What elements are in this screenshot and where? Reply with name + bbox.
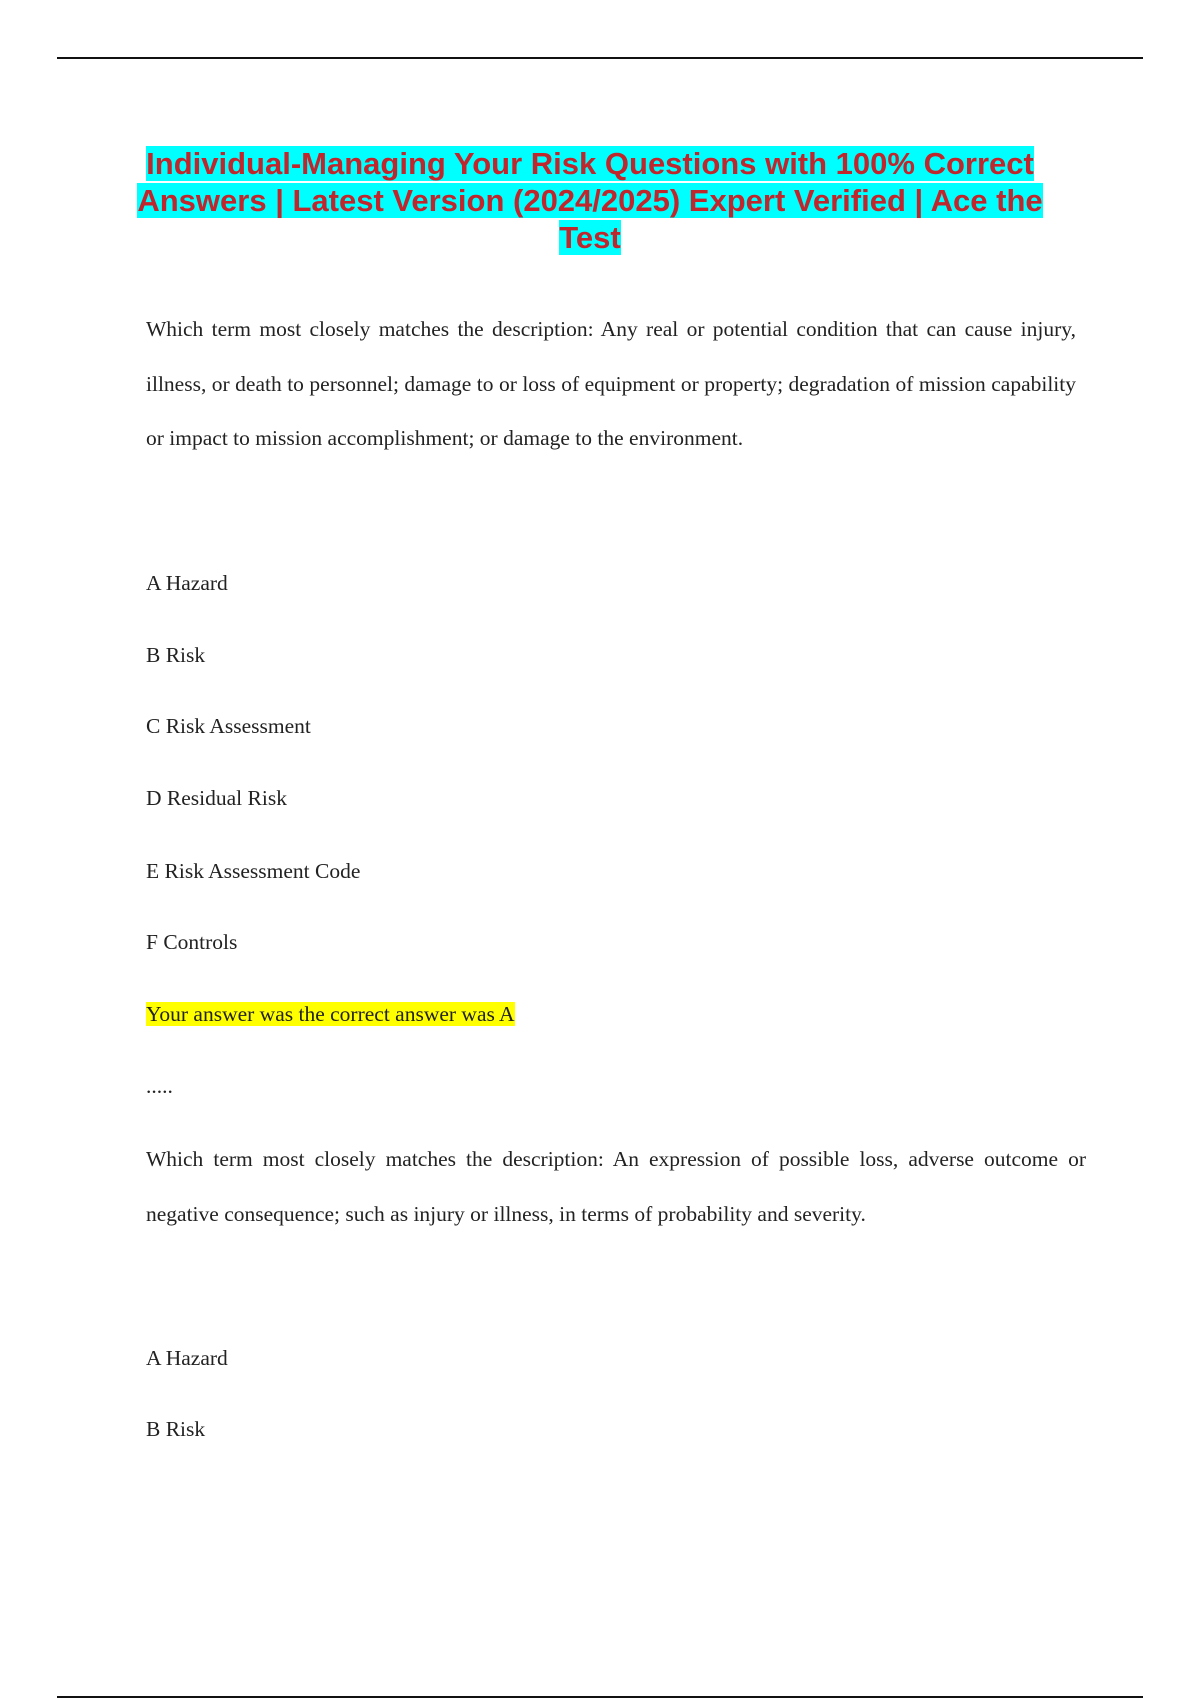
q1-option-a: A Hazard <box>146 571 228 595</box>
q1-option-d: D Residual Risk <box>146 786 287 810</box>
q1-option-c: C Risk Assessment <box>146 714 311 738</box>
question-2-text: Which term most closely matches the description: An expression of possible loss, adverse outcome or negative consequence; such as injury or illness, in terms of probability and severity. <box>146 1147 1086 1226</box>
top-rule <box>57 57 1143 59</box>
question-1-text: Which term most closely matches the description: Any real or potential condition that can cause injury, illness, or death to personnel; damage to or loss of equipment or property; degradation of mission capability or impact to mission accomplishment; or damage to the environment. <box>146 317 1076 450</box>
document-title <box>130 145 1050 256</box>
q1-answer-line <box>146 1000 515 1028</box>
q1-answer-highlight: Your answer was the correct answer was A <box>146 1002 515 1026</box>
q2-option-b: B Risk <box>146 1417 206 1441</box>
document-title-text: Individual-Managing Your Risk Questions with 100% Correct Answers | Latest Version (2024/2025) Expert Verified | Ace the Test <box>137 146 1043 255</box>
q1-option-b: B Risk <box>146 643 206 667</box>
q1-option-f: F Controls <box>146 930 238 954</box>
q1-option-e: E Risk Assessment Code <box>146 859 361 883</box>
question-separator: ..... <box>146 1074 173 1098</box>
bottom-rule <box>57 1696 1143 1698</box>
q2-option-a: A Hazard <box>146 1346 228 1370</box>
